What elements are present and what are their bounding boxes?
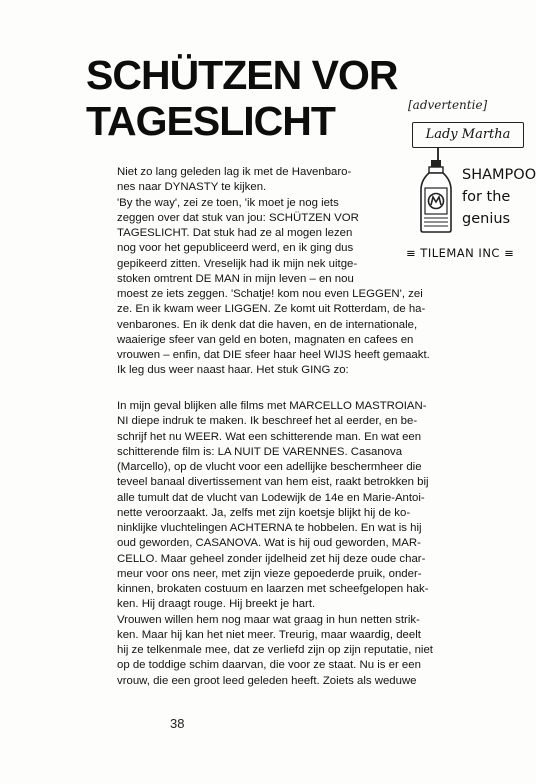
text-line: moest ze iets zeggen. 'Schatje! kom nou even LEGGEN', zei: [117, 288, 423, 300]
advert-slogan-line: for the: [462, 189, 511, 205]
text-line: schitterende film is: LA NUIT DE VARENNES. Casanova: [117, 445, 403, 458]
text-line: schrijf het nu WEER. Wat een schitterende man. En wat een: [117, 430, 422, 443]
text-line: CELLO. Maar geheel zonder ijdelheid zet hij deze oude char-: [117, 552, 426, 565]
title-line: TAGESLICHT: [86, 98, 335, 144]
text-line: kinnen, brokaten costuum en laarzen met scheefgelopen hak-: [117, 583, 429, 595]
text-line: stoken omtrent DE MAN in mijn leven – en nou: [117, 272, 354, 285]
text-line: meur voor ons neer, met zijn vieze gepoederde pruik, onder-: [117, 567, 422, 580]
page-number: 38: [170, 716, 185, 731]
text-line: venbarones. En ik denk dat die haven, en de internationale,: [117, 318, 418, 331]
text-line: zeggen over dat stuk van jou: SCHÜTZEN VOR: [117, 211, 359, 224]
advert-slogan-line: SHAMPOO: [462, 167, 536, 183]
text-line: ken. Hij draagt rouge. Hij breekt je hart.: [117, 598, 316, 611]
text-line: vrouw, die een groot leed geleden heeft. Zoiets als weduwe: [117, 674, 417, 687]
title-line: SCHÜTZEN VOR: [86, 52, 398, 98]
text-line: waaierige sfeer van geld en boten, magnaten en cafees en: [117, 333, 414, 346]
text-line: teveel banaal divertissement van hem eist, raakt betrokken bij: [117, 476, 429, 489]
article-title: [86, 52, 416, 144]
text-line: TAGESLICHT. Dat stuk had ze al mogen lezen: [117, 227, 353, 239]
text-line: ze. En ik kwam weer LIGGEN. Ze komt uit Rotterdam, de ha-: [117, 303, 426, 316]
text-line: alle tumult dat de vlucht van Lodewijk de 14e en Marie-Antoi-: [117, 491, 425, 504]
text-line: Ik leg dus weer naast haar. Het stuk GING zo:: [117, 364, 349, 377]
text-line: Vrouwen willen hem nog maar wat graag in hun netten strik-: [117, 613, 420, 626]
text-line: oud geworden, CASANOVA. Wat is hij oud geworden, MAR-: [117, 537, 421, 550]
advert-brand-label: Lady Martha: [412, 122, 524, 148]
text-line: vrouwen – enfin, dat DIE sfeer haar heel WIJS heeft gemaakt.: [117, 349, 430, 361]
text-line: ninklijke vluchtelingen ACHTERNA te hobbelen. En wat is hij: [117, 522, 422, 534]
text-line: nette veroorzaakt. Ja, zelfs met zijn koetsje blijkt hij de ko-: [117, 506, 411, 519]
text-line: gepikeerd zitten. Vreselijk had ik mijn nek uitge-: [117, 257, 358, 270]
paragraph-review: [117, 399, 477, 689]
advert-slogan-line: genius: [462, 211, 511, 227]
text-line: hij ze telkenmale mee, dat ze verliefd zijn op zijn reputatie, niet: [117, 644, 433, 656]
text-line: 'By the way', zei ze toen, 'ik moet je nog iets: [117, 196, 339, 209]
text-line: In mijn geval blijken alle films met MARCELLO MASTROIAN-: [117, 400, 427, 412]
text-line: nog voor het gepubliceerd werd, en ik ging dus: [117, 242, 354, 255]
text-line: Niet zo lang geleden lag ik met de Havenbaro-: [117, 166, 352, 178]
advert-footer: ≡ TILEMAN INC ≡: [406, 246, 515, 260]
text-line: nes naar DYNASTY te kijken.: [117, 181, 267, 194]
text-line: NI diepe indruk te maken. Ik beschreef het al eerder, en be-: [117, 415, 418, 428]
paragraph-intro: [117, 165, 477, 379]
text-line: op de toddige schim daarvan, die voor ze staat. Nu is er een: [117, 659, 421, 672]
text-line: (Marcello), op de vlucht voor een adellijke beschermheer die: [117, 461, 422, 473]
advert-tag: [advertentie]: [408, 98, 488, 112]
text-line: ken. Maar hij kan het niet meer. Treurig, maar waardig, deelt: [117, 628, 421, 641]
